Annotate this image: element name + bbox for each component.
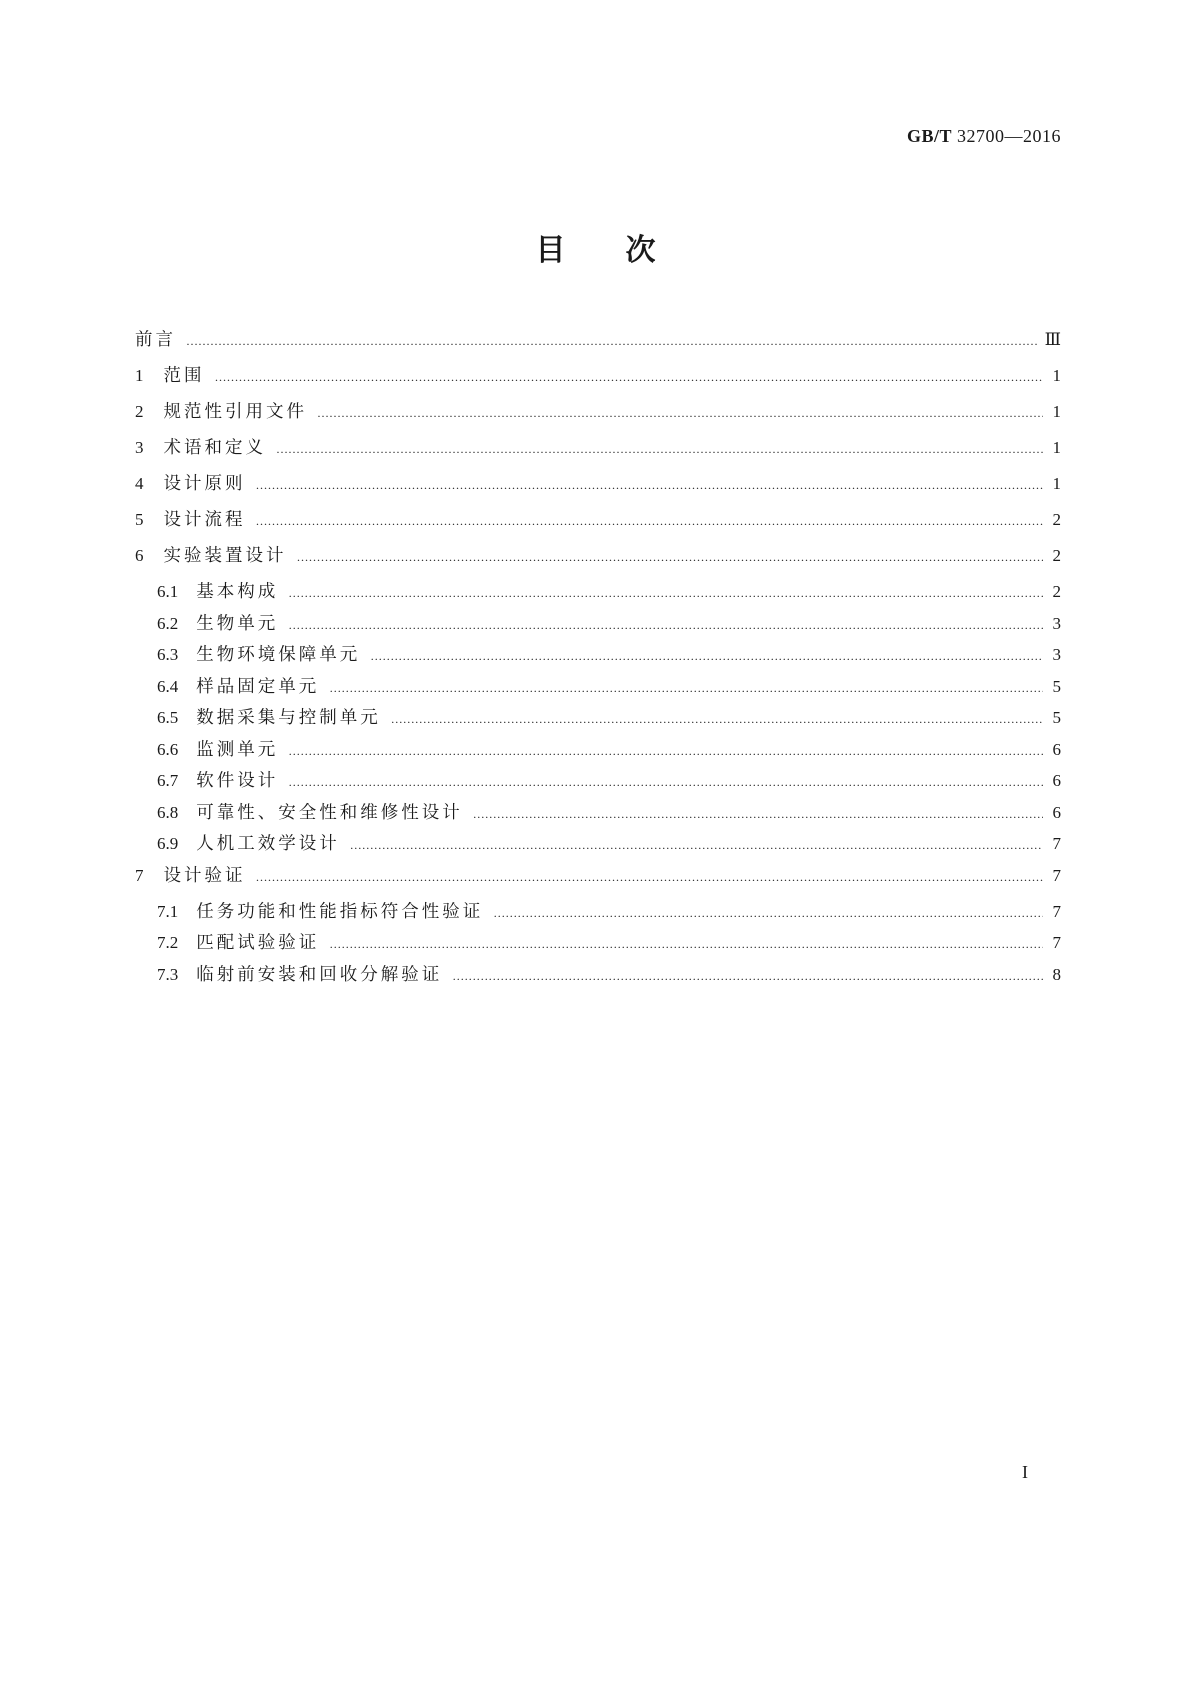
toc-entry-page: 6 (1052, 739, 1061, 759)
toc-entry-label: 可靠性、安全性和维修性设计 (196, 802, 463, 823)
toc-entry-page: 3 (1052, 613, 1061, 633)
toc-entry-number: 6.7 (157, 771, 179, 790)
toc-entry-label: 任务功能和性能指标符合性验证 (196, 901, 484, 922)
toc-entry-number: 7 (135, 865, 144, 885)
toc-entry-page: 7 (1052, 901, 1061, 921)
toc-entry-label: 数据采集与控制单元 (196, 708, 381, 728)
toc-entry-page: 7 (1052, 933, 1061, 952)
toc-entry-label: 匹配试验验证 (196, 933, 320, 953)
leader-dots (288, 618, 1043, 633)
toc-entry-7-3[interactable] (135, 961, 1061, 993)
toc-entry-page: 7 (1052, 865, 1061, 885)
toc-entry-label: 生物环境保障单元 (196, 645, 361, 665)
toc-entry-1[interactable] (135, 362, 1061, 398)
toc-entry-6[interactable] (135, 542, 1061, 578)
toc-entry-label: 设计流程 (163, 510, 246, 530)
leader-dots (297, 550, 1044, 565)
toc-entry-6-6[interactable] (135, 736, 1061, 768)
toc-entry-label: 术语和定义 (163, 438, 266, 458)
toc-entry-label: 基本构成 (196, 582, 279, 602)
leader-dots (288, 775, 1043, 790)
toc-entry-number: 1 (135, 366, 144, 385)
toc-entry-label: 前言 (135, 330, 176, 350)
toc-entry-label: 监测单元 (196, 739, 279, 760)
toc-entry-number: 7.3 (157, 964, 179, 984)
toc-entry-number: 7.2 (157, 933, 179, 952)
toc-entry-page: 7 (1052, 834, 1061, 853)
toc-list (135, 326, 1061, 992)
toc-entry-label: 设计验证 (163, 865, 246, 886)
toc-entry-page: 5 (1052, 676, 1061, 696)
toc-entry-label: 软件设计 (196, 771, 279, 791)
toc-entry-foreword[interactable] (135, 326, 1061, 362)
toc-entry-label: 样品固定单元 (196, 676, 320, 697)
toc-title: 目次 (535, 233, 716, 268)
leader-dots (256, 478, 1044, 493)
leader-dots (350, 838, 1043, 853)
toc-entry-7[interactable] (135, 862, 1061, 898)
toc-entry-page: 2 (1052, 546, 1061, 565)
toc-entry-4[interactable] (135, 470, 1061, 506)
toc-entry-label: 临射前安装和回收分解验证 (196, 964, 443, 985)
toc-entry-6-8[interactable] (135, 799, 1061, 831)
leader-dots (391, 712, 1043, 727)
toc-entry-6-5[interactable] (135, 704, 1061, 736)
toc-entry-number: 4 (135, 474, 144, 493)
toc-entry-number: 6.5 (157, 708, 179, 727)
toc-entry-page: 6 (1052, 771, 1061, 790)
toc-entry-number: 6.4 (157, 676, 179, 696)
leader-dots (473, 807, 1043, 822)
toc-entry-number: 3 (135, 438, 144, 457)
toc-entry-number: 6.2 (157, 613, 179, 633)
leader-dots (256, 870, 1044, 885)
leader-dots (370, 649, 1043, 664)
leader-dots (288, 586, 1043, 601)
leader-dots (288, 744, 1043, 759)
toc-entry-page: Ⅲ (1044, 330, 1061, 349)
toc-entry-3[interactable] (135, 434, 1061, 470)
toc-entry-number: 5 (135, 510, 144, 529)
toc-entry-6-4[interactable] (135, 673, 1061, 705)
toc-entry-6-1[interactable] (135, 578, 1061, 610)
leader-dots (452, 969, 1043, 984)
toc-entry-7-2[interactable] (135, 929, 1061, 961)
toc-entry-number: 2 (135, 402, 144, 421)
leader-dots (317, 406, 1043, 421)
toc-entry-number: 6.3 (157, 645, 179, 664)
toc-entry-label: 范围 (163, 366, 205, 386)
toc-entry-page: 3 (1052, 645, 1061, 664)
toc-entry-number: 6.1 (157, 582, 179, 601)
leader-dots (329, 937, 1043, 952)
toc-entry-7-1[interactable] (135, 898, 1061, 930)
toc-entry-label: 实验装置设计 (163, 546, 287, 566)
standard-prefix: GB/T (906, 126, 952, 146)
standard-number: 32700—2016 (957, 126, 1061, 146)
leader-dots (276, 442, 1043, 457)
toc-entry-6-3[interactable] (135, 641, 1061, 673)
toc-entry-2[interactable] (135, 398, 1061, 434)
toc-entry-number: 6.6 (157, 739, 179, 759)
toc-entry-5[interactable] (135, 506, 1061, 542)
toc-entry-page: 1 (1052, 474, 1061, 493)
toc-entry-number: 6.8 (157, 802, 179, 822)
standard-code (907, 126, 1061, 147)
page-number: I (1022, 1462, 1028, 1482)
leader-dots (186, 334, 1039, 349)
toc-entry-page: 5 (1052, 708, 1061, 727)
toc-entry-page: 1 (1052, 438, 1061, 457)
toc-entry-number: 7.1 (157, 901, 179, 921)
toc-entry-page: 2 (1052, 510, 1061, 529)
toc-entry-6-2[interactable] (135, 610, 1061, 642)
leader-dots (256, 514, 1044, 529)
toc-entry-page: 6 (1052, 802, 1061, 822)
toc-entry-page: 1 (1052, 366, 1061, 385)
toc-entry-page: 8 (1052, 964, 1061, 984)
toc-entry-6-9[interactable] (135, 830, 1061, 862)
leader-dots (215, 370, 1044, 385)
toc-entry-page: 1 (1052, 402, 1061, 421)
toc-entry-label: 生物单元 (196, 613, 279, 634)
toc-entry-number: 6.9 (157, 834, 179, 853)
toc-entry-label: 规范性引用文件 (163, 402, 307, 422)
toc-entry-number: 6 (135, 546, 144, 565)
leader-dots (493, 906, 1043, 921)
toc-entry-label: 人机工效学设计 (196, 834, 340, 854)
toc-entry-label: 设计原则 (163, 474, 246, 494)
toc-entry-page: 2 (1052, 582, 1061, 601)
toc-entry-6-7[interactable] (135, 767, 1061, 799)
leader-dots (329, 681, 1043, 696)
